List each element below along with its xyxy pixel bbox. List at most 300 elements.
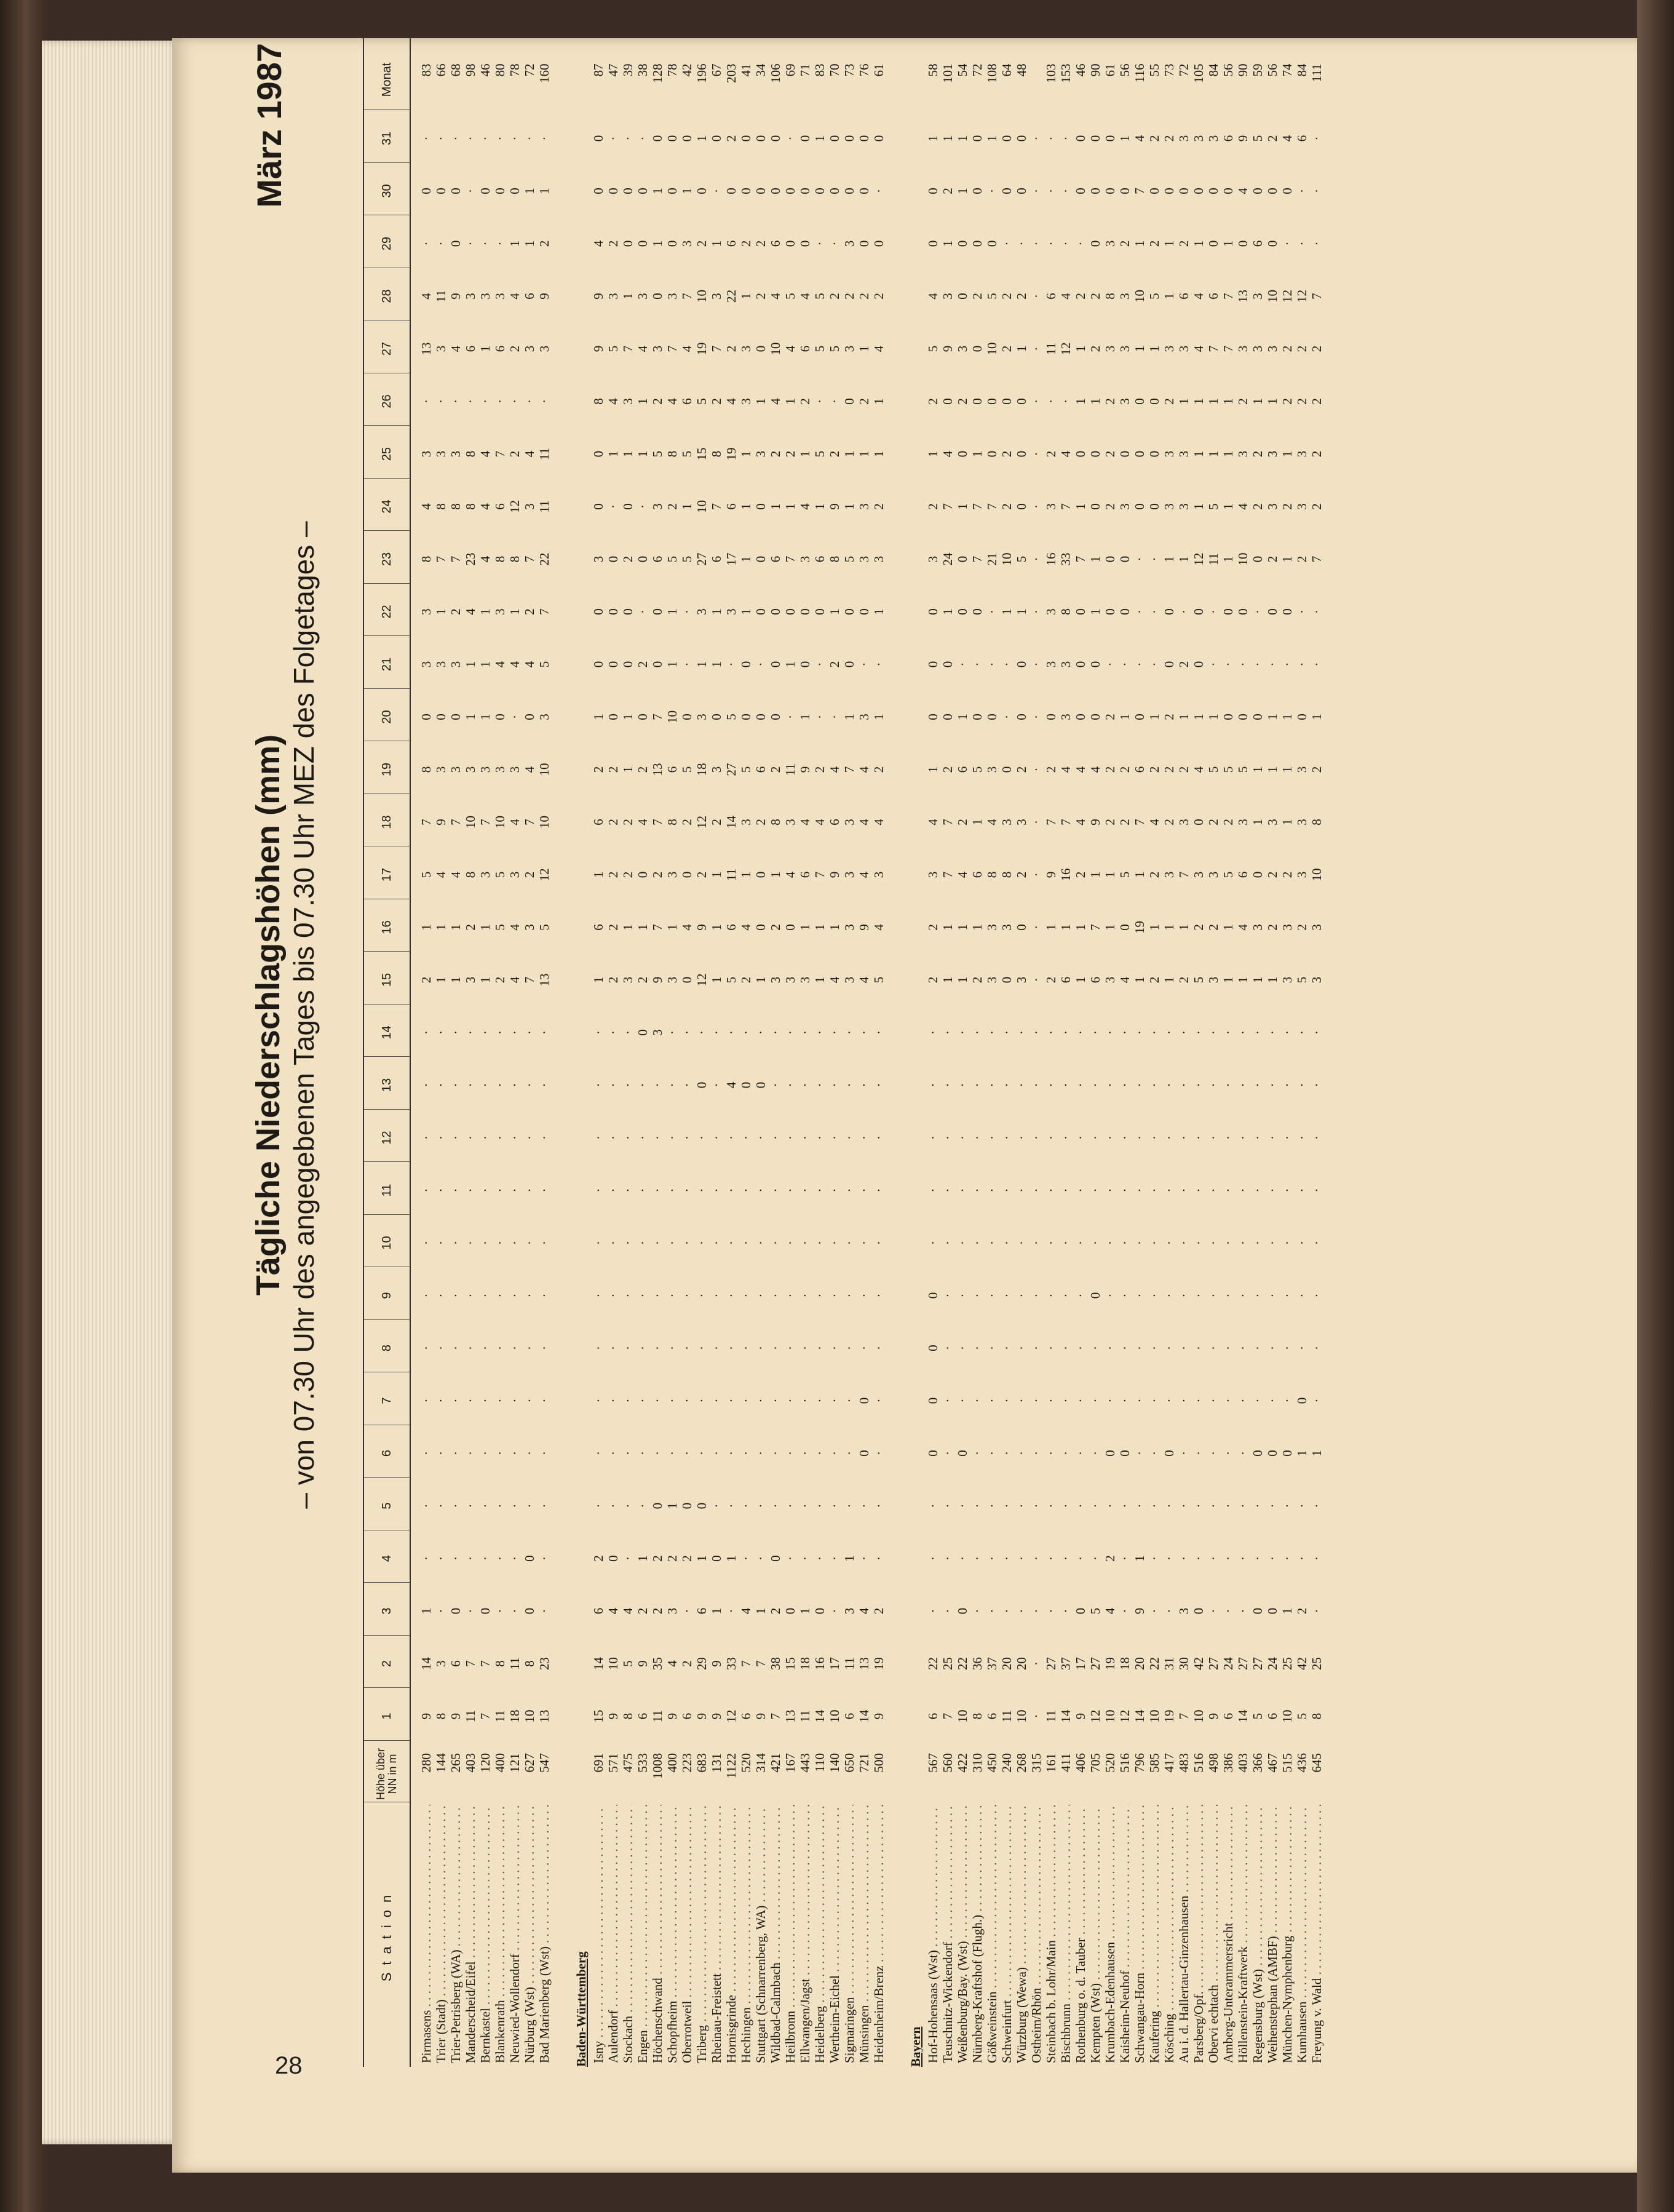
day-value: 1 (798, 714, 812, 720)
day-value: 8 (493, 1660, 507, 1667)
day-value: 1 (665, 661, 680, 668)
station-height: 475 (621, 1753, 635, 1773)
day-value: · (493, 1030, 507, 1035)
day-value: 9 (448, 293, 463, 300)
day-value: 5 (1088, 1607, 1103, 1615)
day-value: · (985, 1030, 999, 1035)
day-value: 5 (926, 345, 940, 352)
day-value: · (753, 1503, 768, 1508)
day-value: 0 (1117, 450, 1132, 458)
day-value: 2 (1295, 398, 1309, 405)
day-value: 3 (926, 871, 940, 878)
month-total: 101 (940, 63, 955, 83)
day-value: · (1014, 1136, 1029, 1140)
day-value: 0 (926, 608, 940, 615)
day-value: 4 (419, 293, 434, 300)
station-row (724, 37, 739, 2067)
month-total: 84 (1206, 63, 1221, 77)
day-value: 0 (1014, 924, 1029, 931)
day-value: · (680, 610, 694, 614)
day-value: 3 (1236, 450, 1250, 458)
day-value: · (827, 1136, 842, 1140)
day-value: · (1309, 1136, 1324, 1140)
day-value: 4 (591, 240, 606, 247)
day-value: · (1176, 1346, 1191, 1350)
day-value: · (1176, 1083, 1191, 1088)
day-value: · (1295, 1503, 1309, 1508)
day-value: · (1044, 1030, 1058, 1035)
day-value: · (783, 1451, 798, 1455)
day-value: · (650, 1188, 665, 1193)
day-value: 1 (798, 450, 812, 458)
day-value: 3 (1206, 135, 1221, 142)
day-value: · (635, 1083, 650, 1088)
day-value: · (1206, 1451, 1221, 1455)
day-value: 5 (1295, 976, 1309, 984)
day-value: · (621, 1503, 635, 1508)
day-value: · (1280, 1030, 1295, 1035)
day-value: 5 (650, 450, 665, 458)
day-value: · (842, 1241, 857, 1245)
day-value: 6 (591, 819, 606, 826)
day-value: 3 (1206, 871, 1221, 878)
day-value: 3 (448, 661, 463, 668)
day-value: 0 (522, 1555, 537, 1562)
day-value: · (680, 1136, 694, 1140)
day-value: · (871, 1346, 886, 1350)
day-value: 2 (1280, 398, 1295, 405)
station-height: 131 (709, 1753, 724, 1773)
day-value: 19 (694, 342, 709, 356)
day-value: 17 (827, 1657, 842, 1670)
day-value: 8 (970, 1713, 985, 1720)
day-value: 1 (680, 503, 694, 510)
day-value: 5 (493, 871, 507, 878)
day-value: 0 (1117, 608, 1132, 615)
day-value: 5 (537, 924, 552, 931)
day-value: · (739, 1556, 753, 1561)
station-row (798, 37, 812, 2067)
day-value: 0 (955, 555, 970, 563)
day-value: 4 (606, 1607, 621, 1615)
day-value: · (783, 715, 798, 719)
station-name: Heilbronn . . . (783, 1805, 798, 2063)
day-value: 1 (739, 608, 753, 615)
station-row (665, 37, 680, 2067)
day-value: 1 (1309, 714, 1324, 720)
day-value: 10 (1191, 1709, 1206, 1723)
day-value: 2 (1073, 293, 1088, 300)
day-value: · (434, 1188, 448, 1193)
day-value: 4 (739, 1607, 753, 1615)
day-value: 9 (665, 1713, 680, 1720)
day-value: 2 (926, 924, 940, 931)
day-value: 9 (940, 345, 955, 352)
day-value: 1 (478, 924, 493, 931)
day-value: 2 (665, 1555, 680, 1562)
day-value: · (842, 1346, 857, 1350)
station-height: 403 (1236, 1753, 1250, 1773)
month-total: 68 (448, 63, 463, 77)
day-value: · (1029, 1083, 1044, 1088)
day-value: · (665, 1241, 680, 1245)
header-divider (364, 1214, 410, 1215)
day-value: · (463, 399, 478, 404)
day-value: · (606, 1188, 621, 1193)
day-value: 0 (739, 661, 753, 668)
day-value: · (999, 1503, 1014, 1508)
day-value: 1 (650, 188, 665, 194)
station-name: Wildbad-Calmbach . . . (768, 1805, 783, 2063)
day-value: · (1147, 1398, 1162, 1403)
day-value: 1 (940, 240, 955, 247)
day-value: 0 (940, 661, 955, 668)
day-value: 0 (448, 188, 463, 194)
header-day: 26 (379, 394, 394, 408)
day-value: 7 (1206, 345, 1221, 352)
day-value: 2 (419, 976, 434, 984)
day-value: · (783, 1503, 798, 1508)
day-value: 5 (970, 766, 985, 773)
day-value: 0 (709, 714, 724, 720)
day-value: · (827, 1398, 842, 1403)
day-value: 0 (940, 398, 955, 405)
day-value: · (680, 1609, 694, 1613)
day-value: · (1029, 1661, 1044, 1666)
day-value: · (940, 1136, 955, 1140)
day-value: · (1162, 1136, 1176, 1140)
day-value: 5 (621, 1660, 635, 1667)
station-row (1265, 37, 1280, 2067)
day-value: · (1147, 1293, 1162, 1298)
day-value: 1 (434, 924, 448, 931)
day-value: · (1117, 1293, 1132, 1298)
day-value: · (621, 1398, 635, 1403)
header-day: 11 (379, 1184, 394, 1197)
day-value: · (739, 1188, 753, 1193)
day-value: · (591, 1030, 606, 1035)
day-value: 0 (1073, 135, 1088, 142)
day-value: 1 (1176, 398, 1191, 405)
day-value: 9 (434, 819, 448, 826)
day-value: 0 (985, 398, 999, 405)
month-total: 34 (753, 63, 768, 77)
day-value: · (463, 1451, 478, 1455)
day-value: · (694, 1030, 709, 1035)
day-value: 2 (1117, 819, 1132, 826)
day-value: · (493, 1503, 507, 1508)
day-value: 1 (1073, 924, 1088, 931)
day-value: 6 (1221, 135, 1236, 142)
day-value: 7 (434, 555, 448, 563)
day-value: · (1058, 1503, 1073, 1508)
day-value: · (798, 1556, 812, 1561)
day-value: 1 (739, 293, 753, 300)
day-value: 9 (709, 1713, 724, 1720)
day-value: 1 (753, 1607, 768, 1615)
day-value: 3 (694, 608, 709, 615)
day-value: · (1058, 189, 1073, 193)
day-value: 4 (857, 1607, 871, 1615)
day-value: 21 (985, 552, 999, 566)
month-total: 59 (1250, 63, 1265, 77)
day-value: · (827, 715, 842, 719)
day-value: 33 (724, 1657, 739, 1670)
day-value: 1 (1221, 503, 1236, 510)
day-value: 11 (1044, 1709, 1058, 1723)
day-value: 2 (522, 608, 537, 615)
day-value: 2 (606, 924, 621, 931)
station-row (1117, 37, 1132, 2067)
day-value: 2 (871, 1607, 886, 1615)
day-value: 6 (1058, 976, 1073, 984)
day-value: · (970, 1241, 985, 1245)
header-station: Station (379, 1887, 395, 1982)
day-value: 3 (709, 766, 724, 773)
day-value: 1 (1191, 240, 1206, 247)
day-value: · (1029, 1556, 1044, 1561)
day-value: 0 (1176, 188, 1191, 194)
day-value: · (1058, 1346, 1073, 1350)
day-value: 5 (724, 976, 739, 984)
month-total: 203 (724, 63, 739, 83)
day-value: · (1280, 1241, 1295, 1245)
day-value: 0 (955, 1607, 970, 1615)
day-value: · (419, 241, 434, 246)
day-value: · (1044, 1451, 1058, 1455)
day-value: · (753, 662, 768, 667)
station-name: Parsberg/Opf. . . . (1191, 1805, 1206, 2063)
day-value: 1 (1250, 819, 1265, 826)
header-day: 28 (379, 289, 394, 303)
day-value: 0 (999, 976, 1014, 984)
day-value: 4 (1058, 293, 1073, 300)
day-value: 0 (768, 188, 783, 194)
day-value: 9 (1132, 1607, 1147, 1615)
day-value: 3 (985, 976, 999, 984)
day-value: 0 (871, 240, 886, 247)
day-value: 5 (1250, 135, 1265, 142)
day-value: · (1117, 1609, 1132, 1613)
day-value: 1 (1162, 293, 1176, 300)
day-value: 2 (1162, 135, 1176, 142)
day-value: 12 (1295, 290, 1309, 303)
day-value: 5 (812, 293, 827, 300)
day-value: · (1265, 1136, 1280, 1140)
day-value: 0 (1265, 1607, 1280, 1615)
day-value: · (1309, 1083, 1324, 1088)
day-value: 1 (955, 714, 970, 720)
day-value: · (709, 1083, 724, 1088)
day-value: · (1295, 1293, 1309, 1298)
station-row (1191, 37, 1206, 2067)
day-value: 10 (537, 816, 552, 829)
day-value: 3 (985, 766, 999, 773)
header-day: 13 (379, 1078, 394, 1092)
day-value: 7 (650, 714, 665, 720)
day-value: 3 (842, 1607, 857, 1615)
day-value: 0 (507, 188, 522, 194)
day-value: · (1073, 1188, 1088, 1193)
station-name: Stuttgart (Schnarrenberg, WA) . . . (753, 1805, 768, 2063)
day-value: 0 (1162, 188, 1176, 194)
day-value: 2 (1088, 293, 1103, 300)
day-value: · (635, 1188, 650, 1193)
day-value: 2 (1014, 293, 1029, 300)
day-value: 1 (812, 135, 827, 142)
day-value: · (1221, 1188, 1236, 1193)
day-value: · (1191, 1136, 1206, 1140)
day-value: 0 (783, 188, 798, 194)
day-value: · (1058, 136, 1073, 141)
day-value: 17 (1073, 1657, 1088, 1670)
day-value: 7 (1176, 871, 1191, 878)
day-value: · (1280, 1136, 1295, 1140)
day-value: · (621, 1451, 635, 1455)
day-value: 0 (724, 188, 739, 194)
day-value: · (1103, 1136, 1117, 1140)
day-value: 9 (709, 1660, 724, 1667)
day-value: 5 (537, 661, 552, 668)
day-value: 3 (1103, 976, 1117, 984)
day-value: 3 (1280, 976, 1295, 984)
day-value: 0 (1044, 714, 1058, 720)
day-value: · (1132, 662, 1147, 667)
day-value: 2 (955, 398, 970, 405)
day-value: · (999, 1293, 1014, 1298)
day-value: · (434, 241, 448, 246)
day-value: · (1029, 1241, 1044, 1245)
day-value: 0 (1191, 188, 1206, 194)
book-cover-edge (1637, 0, 1674, 2212)
day-value: 1 (1250, 398, 1265, 405)
day-value: · (1014, 1030, 1029, 1035)
day-value: 2 (650, 1607, 665, 1615)
day-value: · (999, 1188, 1014, 1193)
day-value: · (999, 1398, 1014, 1403)
day-value: 0 (650, 135, 665, 142)
day-value: 2 (1176, 240, 1191, 247)
day-value: · (955, 1241, 970, 1245)
day-value: 1 (955, 503, 970, 510)
station-name: Bad Marienberg (Wst) . . . (537, 1805, 552, 2063)
day-value: 1 (842, 714, 857, 720)
day-value: · (1073, 1398, 1088, 1403)
day-value: · (621, 1293, 635, 1298)
day-value: 5 (680, 450, 694, 458)
day-value: 0 (999, 188, 1014, 194)
day-value: · (478, 1451, 493, 1455)
day-value: · (812, 1136, 827, 1140)
day-value: · (434, 1293, 448, 1298)
day-value: · (857, 1083, 871, 1088)
day-value: 2 (827, 293, 842, 300)
day-value: · (507, 1451, 522, 1455)
day-value: · (926, 1188, 940, 1193)
day-value: 4 (478, 555, 493, 563)
day-value: 8 (827, 555, 842, 563)
day-value: · (724, 1451, 739, 1455)
day-value: 3 (1058, 661, 1073, 668)
day-value: 4 (1058, 766, 1073, 773)
day-value: 7 (812, 871, 827, 878)
day-value: · (753, 1556, 768, 1561)
day-value: 2 (591, 766, 606, 773)
day-value: 7 (419, 819, 434, 826)
header-month: Monat (379, 62, 394, 97)
day-value: · (970, 1346, 985, 1350)
station-row (507, 37, 522, 2067)
month-total: 61 (871, 63, 886, 77)
header-divider (364, 688, 410, 689)
day-value: 10 (463, 816, 478, 829)
day-value: 1 (753, 398, 768, 405)
day-value: · (1221, 1451, 1236, 1455)
day-value: · (709, 1398, 724, 1403)
day-value: 2 (1309, 398, 1324, 405)
day-value: 4 (621, 1607, 635, 1615)
station-row (1250, 37, 1265, 2067)
day-value: · (463, 189, 478, 193)
station-name: Münsingen . . . (857, 1805, 871, 2063)
day-value: · (783, 136, 798, 141)
day-value: 7 (940, 503, 955, 510)
day-value: 24 (940, 552, 955, 566)
day-value: 1 (783, 661, 798, 668)
day-value: 4 (724, 398, 739, 405)
day-value: 5 (827, 345, 842, 352)
day-value: 9 (1206, 1713, 1221, 1720)
day-value: · (1088, 1346, 1103, 1350)
day-value: 7 (650, 819, 665, 826)
day-value: 2 (999, 345, 1014, 352)
day-value: 6 (635, 1713, 650, 1720)
day-value: 4 (635, 345, 650, 352)
day-value: 1 (709, 661, 724, 668)
day-value: 4 (827, 976, 842, 984)
day-value: 9 (827, 503, 842, 510)
day-value: 0 (1014, 450, 1029, 458)
day-value: · (871, 189, 886, 193)
day-value: 0 (1088, 1292, 1103, 1299)
day-value: 5 (871, 976, 886, 984)
day-value: 0 (1295, 714, 1309, 720)
day-value: · (768, 1030, 783, 1035)
station-name: Nürnberg-Kraftshof (Flugh.) . . . (970, 1805, 985, 2063)
day-value: · (985, 1136, 999, 1140)
day-value: 1 (1280, 1607, 1295, 1615)
day-value: · (999, 1451, 1014, 1455)
day-value: 9 (1236, 135, 1250, 142)
day-value: 4 (665, 1660, 680, 1667)
day-value: 0 (591, 135, 606, 142)
day-value: 1 (955, 976, 970, 984)
day-value: · (522, 136, 537, 141)
day-value: 0 (783, 240, 798, 247)
day-value: 11 (724, 868, 739, 881)
day-value: 1 (709, 1607, 724, 1615)
day-value: 5 (1147, 293, 1162, 300)
station-height: 571 (606, 1753, 621, 1773)
day-value: 0 (635, 188, 650, 194)
day-value: 0 (621, 661, 635, 668)
day-value: 0 (857, 1450, 871, 1457)
day-value: · (1103, 1030, 1117, 1035)
header-divider (364, 583, 410, 584)
day-value: · (1191, 1188, 1206, 1193)
day-value: · (753, 1030, 768, 1035)
day-value: 0 (1221, 608, 1236, 615)
